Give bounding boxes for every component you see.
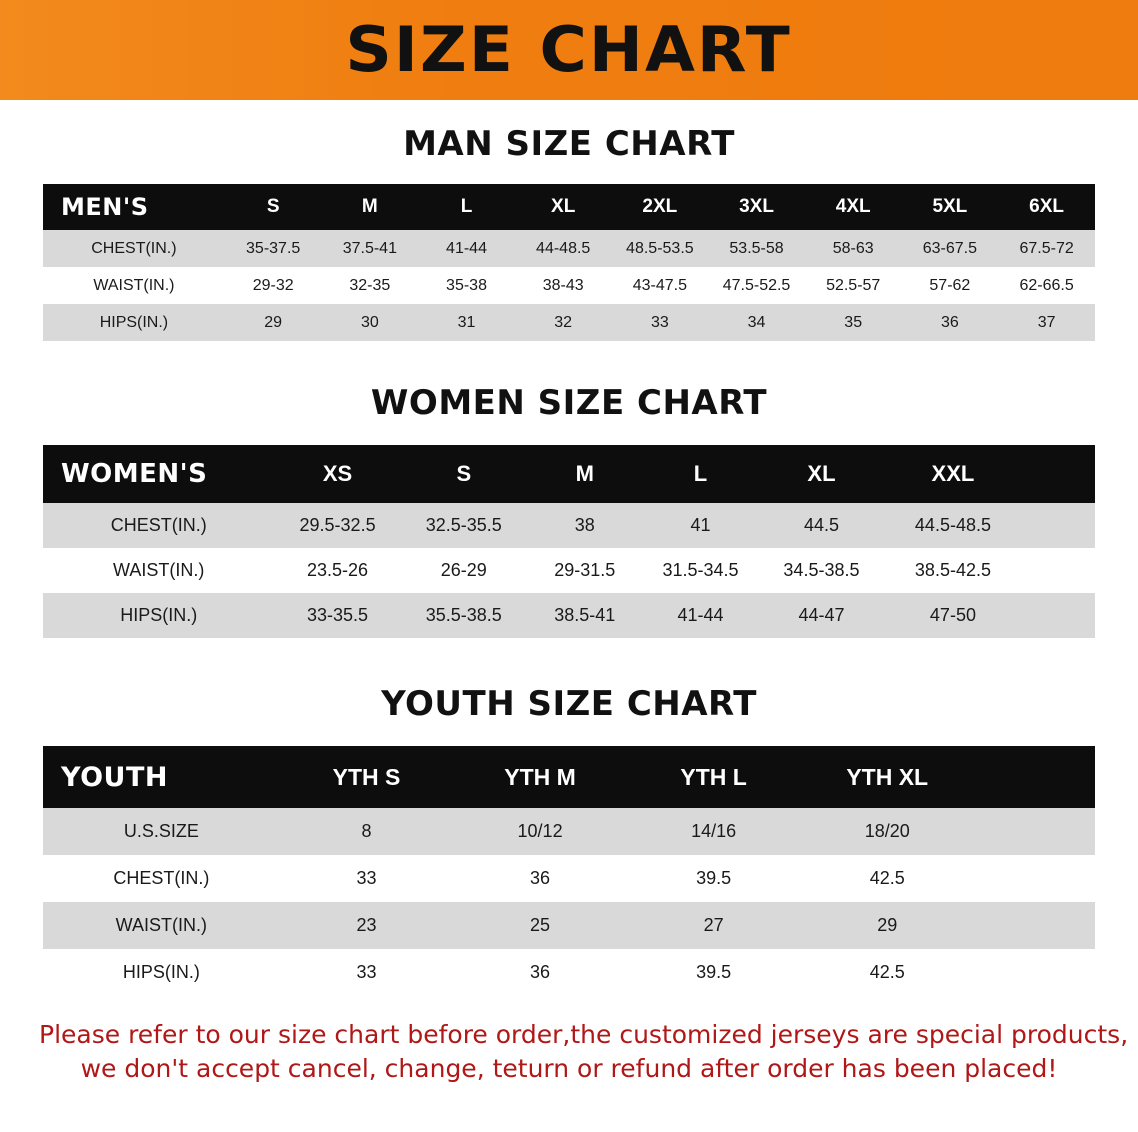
youth-cell-spacer: [974, 855, 1095, 902]
women-size-table: [43, 445, 1095, 638]
men-col-header: 3XL: [739, 196, 774, 217]
women-row-label: CHEST(IN.): [43, 503, 274, 548]
men-col-header: 2XL: [642, 196, 678, 217]
table-row: [43, 949, 1095, 996]
youth-cell: 29: [800, 902, 974, 949]
women-cell: 47-50: [885, 593, 1022, 638]
women-cell-spacer: [1021, 503, 1095, 548]
policy-note-line2: we don't accept cancel, change, teturn or refund after order has been placed!: [80, 1053, 1058, 1083]
men-cell: 38-43: [515, 267, 612, 304]
table-row: [43, 503, 1095, 548]
men-cell: 58-63: [805, 230, 902, 267]
men-cell: 52.5-57: [805, 267, 902, 304]
youth-table-wrapper: [43, 746, 1095, 996]
page-title: SIZE CHART: [345, 13, 793, 86]
youth-col-header: YTH S: [332, 763, 401, 790]
women-row-label: HIPS(IN.): [43, 593, 274, 638]
women-cell-spacer: [1021, 548, 1095, 593]
man-section-title: MAN SIZE CHART: [403, 124, 735, 164]
youth-cell: 39.5: [627, 855, 801, 902]
women-cell: 38.5-42.5: [885, 548, 1022, 593]
men-cell: 33: [612, 304, 709, 341]
women-cell: 32.5-35.5: [401, 503, 527, 548]
youth-cell-spacer: [974, 902, 1095, 949]
policy-note: [39, 1018, 1129, 1085]
men-col-header: L: [460, 196, 473, 217]
youth-row-label: WAIST(IN.): [43, 902, 280, 949]
men-size-table: [43, 184, 1095, 341]
youth-cell: 25: [453, 902, 627, 949]
women-header-spacer: [1021, 445, 1095, 503]
table-row: [43, 267, 1095, 304]
youth-col-header: YTH L: [680, 763, 747, 790]
youth-header-row: [43, 746, 1095, 808]
youth-cell: 10/12: [453, 808, 627, 855]
women-col-header: M: [575, 461, 594, 486]
table-row: [43, 593, 1095, 638]
youth-cell: 14/16: [627, 808, 801, 855]
men-col-header: M: [361, 196, 378, 217]
men-header-row: [43, 184, 1095, 230]
youth-row-label: HIPS(IN.): [43, 949, 280, 996]
men-col-header: 4XL: [835, 196, 871, 217]
youth-cell-spacer: [974, 949, 1095, 996]
women-cell-spacer: [1021, 593, 1095, 638]
men-cell: 35: [805, 304, 902, 341]
table-row: [43, 855, 1095, 902]
table-row: [43, 902, 1095, 949]
men-cell: 29-32: [225, 267, 322, 304]
youth-cell: 27: [627, 902, 801, 949]
men-cell: 67.5-72: [998, 230, 1095, 267]
youth-cell: 36: [453, 949, 627, 996]
women-section-title: WOMEN SIZE CHART: [370, 383, 768, 423]
policy-note-line1: Please refer to our size chart before order,the customized jerseys are special products,: [39, 1020, 1129, 1049]
men-cell: 37.5-41: [322, 230, 419, 267]
youth-cell: 42.5: [800, 949, 974, 996]
men-row-label: CHEST(IN.): [43, 230, 225, 267]
youth-section-title: YOUTH SIZE CHART: [381, 684, 757, 724]
men-cell: 57-62: [902, 267, 999, 304]
men-cell: 63-67.5: [902, 230, 999, 267]
women-cell: 31.5-34.5: [643, 548, 759, 593]
women-cell: 29-31.5: [527, 548, 643, 593]
men-cell: 37: [998, 304, 1095, 341]
women-cell: 44.5: [758, 503, 884, 548]
men-row-label: WAIST(IN.): [43, 267, 225, 304]
table-row: [43, 230, 1095, 267]
women-cell: 23.5-26: [274, 548, 400, 593]
youth-size-table: [43, 746, 1095, 996]
youth-cell: 23: [280, 902, 454, 949]
women-cell: 29.5-32.5: [274, 503, 400, 548]
women-col-header: S: [456, 461, 472, 486]
men-col-header: 5XL: [932, 196, 968, 217]
women-corner-label: WOMEN'S: [61, 459, 208, 489]
men-corner-label: MEN'S: [61, 193, 149, 221]
table-row: [43, 548, 1095, 593]
youth-col-header: YTH XL: [846, 763, 929, 790]
women-col-header: XS: [322, 461, 353, 486]
men-cell: 41-44: [418, 230, 515, 267]
women-cell: 41-44: [643, 593, 759, 638]
women-col-header: XXL: [931, 461, 975, 486]
youth-corner-label: YOUTH: [61, 761, 168, 793]
men-cell: 35-37.5: [225, 230, 322, 267]
men-cell: 36: [902, 304, 999, 341]
men-cell: 32: [515, 304, 612, 341]
men-table-wrapper: [43, 184, 1095, 341]
women-cell: 35.5-38.5: [401, 593, 527, 638]
youth-cell: 36: [453, 855, 627, 902]
women-header-row: [43, 445, 1095, 503]
youth-cell-spacer: [974, 808, 1095, 855]
women-cell: 26-29: [401, 548, 527, 593]
men-cell: 43-47.5: [612, 267, 709, 304]
men-cell: 53.5-58: [708, 230, 805, 267]
women-col-header: XL: [807, 461, 836, 486]
youth-cell: 8: [280, 808, 454, 855]
men-cell: 35-38: [418, 267, 515, 304]
women-col-header: L: [693, 461, 708, 486]
youth-row-label: CHEST(IN.): [43, 855, 280, 902]
women-cell: 44-47: [758, 593, 884, 638]
men-row-label: HIPS(IN.): [43, 304, 225, 341]
men-cell: 31: [418, 304, 515, 341]
men-cell: 44-48.5: [515, 230, 612, 267]
women-table-wrapper: [43, 445, 1095, 638]
youth-row-label: U.S.SIZE: [43, 808, 280, 855]
youth-cell: 42.5: [800, 855, 974, 902]
youth-col-header: YTH M: [504, 763, 576, 790]
men-cell: 30: [322, 304, 419, 341]
men-cell: 34: [708, 304, 805, 341]
women-row-label: WAIST(IN.): [43, 548, 274, 593]
men-cell: 48.5-53.5: [612, 230, 709, 267]
women-cell: 41: [643, 503, 759, 548]
women-cell: 44.5-48.5: [885, 503, 1022, 548]
table-row: [43, 808, 1095, 855]
women-cell: 38: [527, 503, 643, 548]
men-col-header: S: [266, 196, 280, 217]
table-row: [43, 304, 1095, 341]
youth-header-spacer: [974, 746, 1095, 808]
men-cell: 62-66.5: [998, 267, 1095, 304]
women-cell: 38.5-41: [527, 593, 643, 638]
men-col-header: XL: [551, 196, 576, 217]
women-cell: 34.5-38.5: [758, 548, 884, 593]
men-cell: 47.5-52.5: [708, 267, 805, 304]
men-cell: 32-35: [322, 267, 419, 304]
men-col-header: 6XL: [1029, 196, 1065, 217]
youth-cell: 39.5: [627, 949, 801, 996]
youth-cell: 33: [280, 949, 454, 996]
youth-cell: 33: [280, 855, 454, 902]
men-cell: 29: [225, 304, 322, 341]
youth-cell: 18/20: [800, 808, 974, 855]
header-banner: [0, 0, 1138, 100]
women-cell: 33-35.5: [274, 593, 400, 638]
